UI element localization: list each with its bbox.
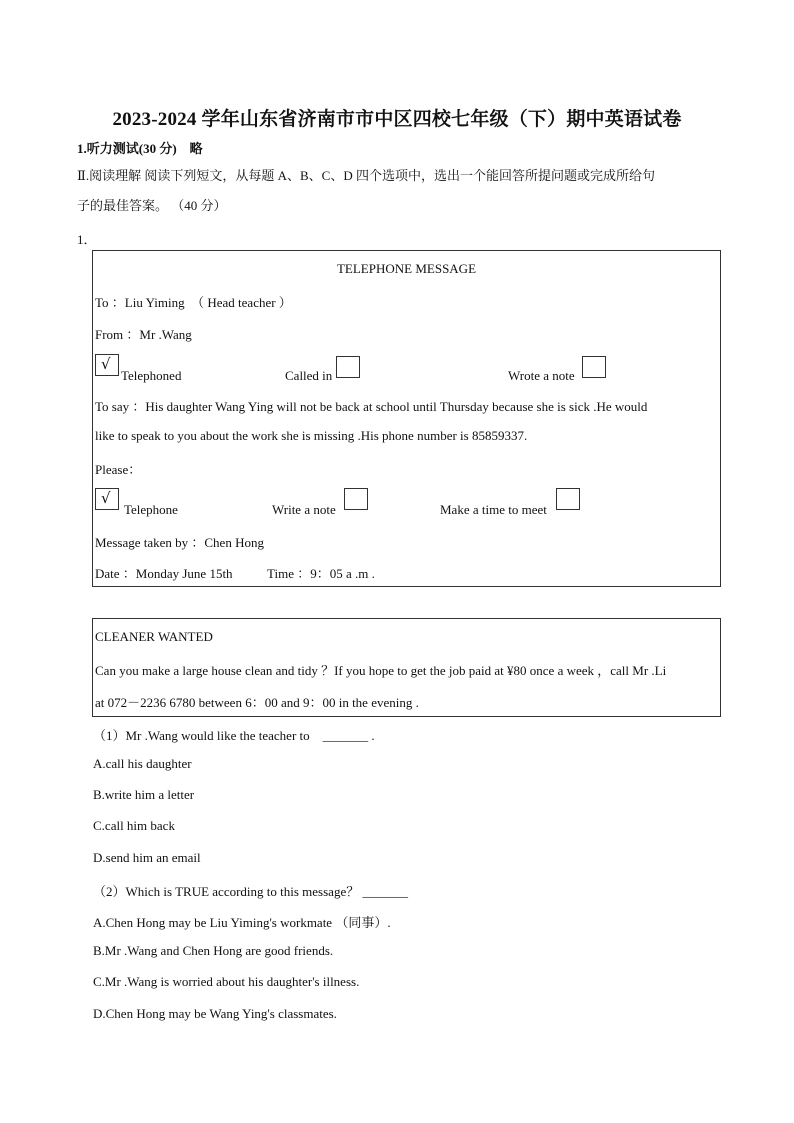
question-number: 1． (77, 232, 97, 247)
checkbox-called-in[interactable] (336, 356, 360, 378)
section-reading-instructions: Ⅱ.阅读理解 阅读下列短文，从每题 A、B、C、D 四个选项中，选出一个能回答所提问题或完成所给句 (77, 168, 655, 183)
section-listening: 1.听力测试(30 分) 略 (77, 141, 203, 156)
check-mark-icon: √ (101, 355, 111, 373)
telephone-message-box (92, 250, 721, 587)
question-1-option-d: D.send him an email (93, 850, 201, 865)
message-header: TELEPHONE MESSAGE (336, 261, 477, 276)
message-date: Date ：Monday June 15th (95, 566, 233, 581)
question-2-option-c: C.Mr .Wang is worried about his daughter's illness. (93, 974, 360, 989)
checkbox-wrote-note[interactable] (582, 356, 606, 378)
checkbox-write-note[interactable] (344, 488, 368, 510)
message-please: Please： (95, 462, 142, 477)
question-2-option-a: A.Chen Hong may be Liu Yiming's workmate （同事）. (93, 915, 391, 930)
message-from: From ：Mr .Wang (95, 327, 192, 342)
option-write-note-label: Write a note (272, 502, 336, 517)
option-called-in-label: Called in (285, 368, 333, 383)
checkbox-make-time[interactable] (556, 488, 580, 510)
checkbox-telephoned[interactable] (95, 354, 119, 376)
question-2-option-b: B.Mr .Wang and Chen Hong are good friends. (93, 943, 334, 958)
ad-text-cont: at 072－2236 6780 between 6：00 and 9：00 in the evening . (95, 695, 419, 710)
question-2-option-d: D.Chen Hong may be Wang Ying's classmates. (93, 1006, 337, 1021)
message-to-say: To say ：His daughter Wang Ying will not be back at school until Thursday because she is sick .He would (95, 399, 648, 414)
question-1-option-a: A.call his daughter (93, 756, 192, 771)
question-1-option-b: B.write him a letter (93, 787, 195, 802)
option-telephone-label: Telephone (124, 502, 178, 517)
message-taken-by: Message taken by ：Chen Hong (95, 535, 264, 550)
cleaner-ad-box (92, 618, 721, 717)
checkbox-telephone[interactable] (95, 488, 119, 510)
question-1-stem: （1）Mr .Wang would like the teacher to _______ . (93, 728, 375, 743)
option-make-time-label: Make a time to meet (440, 502, 547, 517)
question-2-stem: （2）Which is TRUE according to this message？ _______ (93, 884, 408, 899)
option-wrote-note-label: Wrote a note (508, 368, 575, 383)
question-1-option-c: C.call him back (93, 818, 175, 833)
option-telephoned-label: Telephoned (121, 368, 182, 383)
check-mark-icon: √ (101, 489, 111, 507)
message-time: Time ：9：05 a .m . (267, 566, 375, 581)
ad-header: CLEANER WANTED (95, 629, 213, 644)
ad-text: Can you make a large house clean and tidy ？If you hope to get the job paid at ¥80 once a week ，call Mr .Li (95, 663, 667, 678)
section-reading-instructions-cont: 子的最佳答案。 （40 分） (77, 198, 227, 213)
message-to-say-cont: like to speak to you about the work she is missing .His phone number is 85859337. (95, 428, 528, 443)
page-title: 2023-2024 学年山东省济南市市中区四校七年级（下）期中英语试卷 (112, 109, 682, 130)
message-to: To ：Liu Yiming （ Head teacher ） (95, 295, 292, 310)
